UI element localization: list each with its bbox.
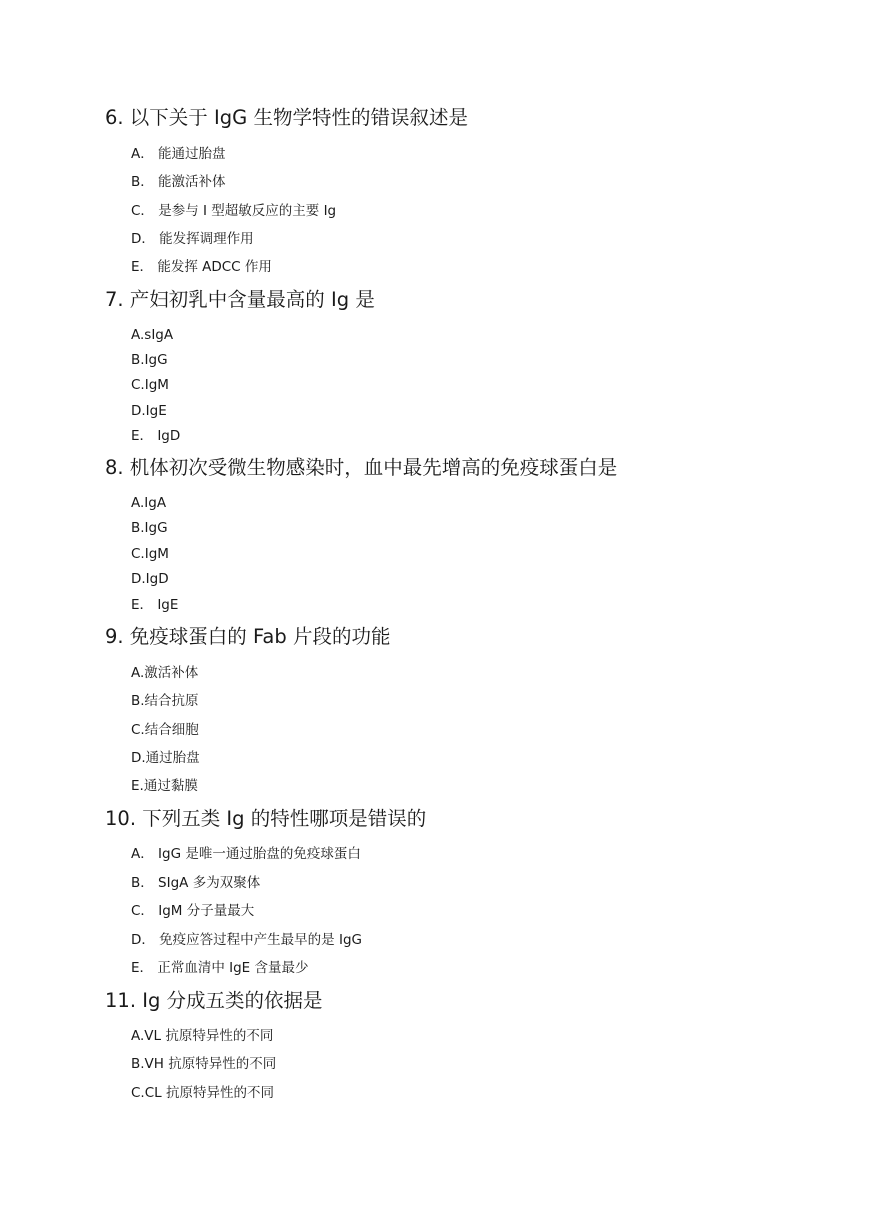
question-9-option-b: B.结合抗原	[131, 693, 199, 709]
question-6-option-d: D． 能发挥调理作用	[131, 231, 254, 247]
question-11-option-a: A.VL 抗原特异性的不同	[131, 1028, 274, 1044]
question-8-option-c: C.IgM	[131, 546, 169, 562]
question-9-option-d: D.通过胎盘	[131, 750, 200, 766]
question-8-option-e: E． IgE	[131, 597, 179, 613]
question-6-option-b: B． 能激活补体	[131, 174, 226, 190]
question-9-option-a: A.激活补体	[131, 665, 199, 681]
question-7-option-a: A.sIgA	[131, 327, 174, 343]
question-7-option-b: B.IgG	[131, 352, 168, 368]
question-6-option-c: C． 是参与 I 型超敏反应的主要 Ig	[131, 203, 337, 219]
question-10-option-d: D． 免疫应答过程中产生最早的是 IgG	[131, 932, 362, 948]
question-7-title: 7. 产妇初乳中含量最高的 Ig 是	[105, 288, 375, 311]
question-10-title: 10. 下列五类 Ig 的特性哪项是错误的	[105, 807, 427, 830]
question-11-option-b: B.VH 抗原特异性的不同	[131, 1056, 277, 1072]
question-6-option-a: A． 能通过胎盘	[131, 146, 226, 162]
question-8-option-a: A.IgA	[131, 495, 167, 511]
question-9-title: 9. 免疫球蛋白的 Fab 片段的功能	[105, 625, 391, 648]
question-6-title: 6. 以下关于 IgG 生物学特性的错误叙述是	[105, 106, 468, 129]
question-10-option-a: A． IgG 是唯一通过胎盘的免疫球蛋白	[131, 846, 361, 862]
question-10-option-b: B． SIgA 多为双聚体	[131, 875, 261, 891]
question-7-option-e: E． IgD	[131, 428, 181, 444]
question-8-option-b: B.IgG	[131, 520, 168, 536]
question-9-option-e: E.通过黏膜	[131, 778, 198, 794]
question-8-title: 8. 机体初次受微生物感染时，血中最先增高的免疫球蛋白是	[105, 456, 618, 479]
question-8-option-d: D.IgD	[131, 571, 169, 587]
question-10-option-e: E． 正常血清中 IgE 含量最少	[131, 960, 309, 976]
question-9-option-c: C.结合细胞	[131, 722, 199, 738]
question-6-option-e: E． 能发挥 ADCC 作用	[131, 259, 272, 275]
question-10-option-c: C． IgM 分子量最大	[131, 903, 255, 919]
question-7-option-c: C.IgM	[131, 377, 169, 393]
question-11-option-c: C.CL 抗原特异性的不同	[131, 1085, 274, 1101]
question-11-title: 11. Ig 分成五类的依据是	[105, 989, 323, 1012]
question-7-option-d: D.IgE	[131, 403, 167, 419]
